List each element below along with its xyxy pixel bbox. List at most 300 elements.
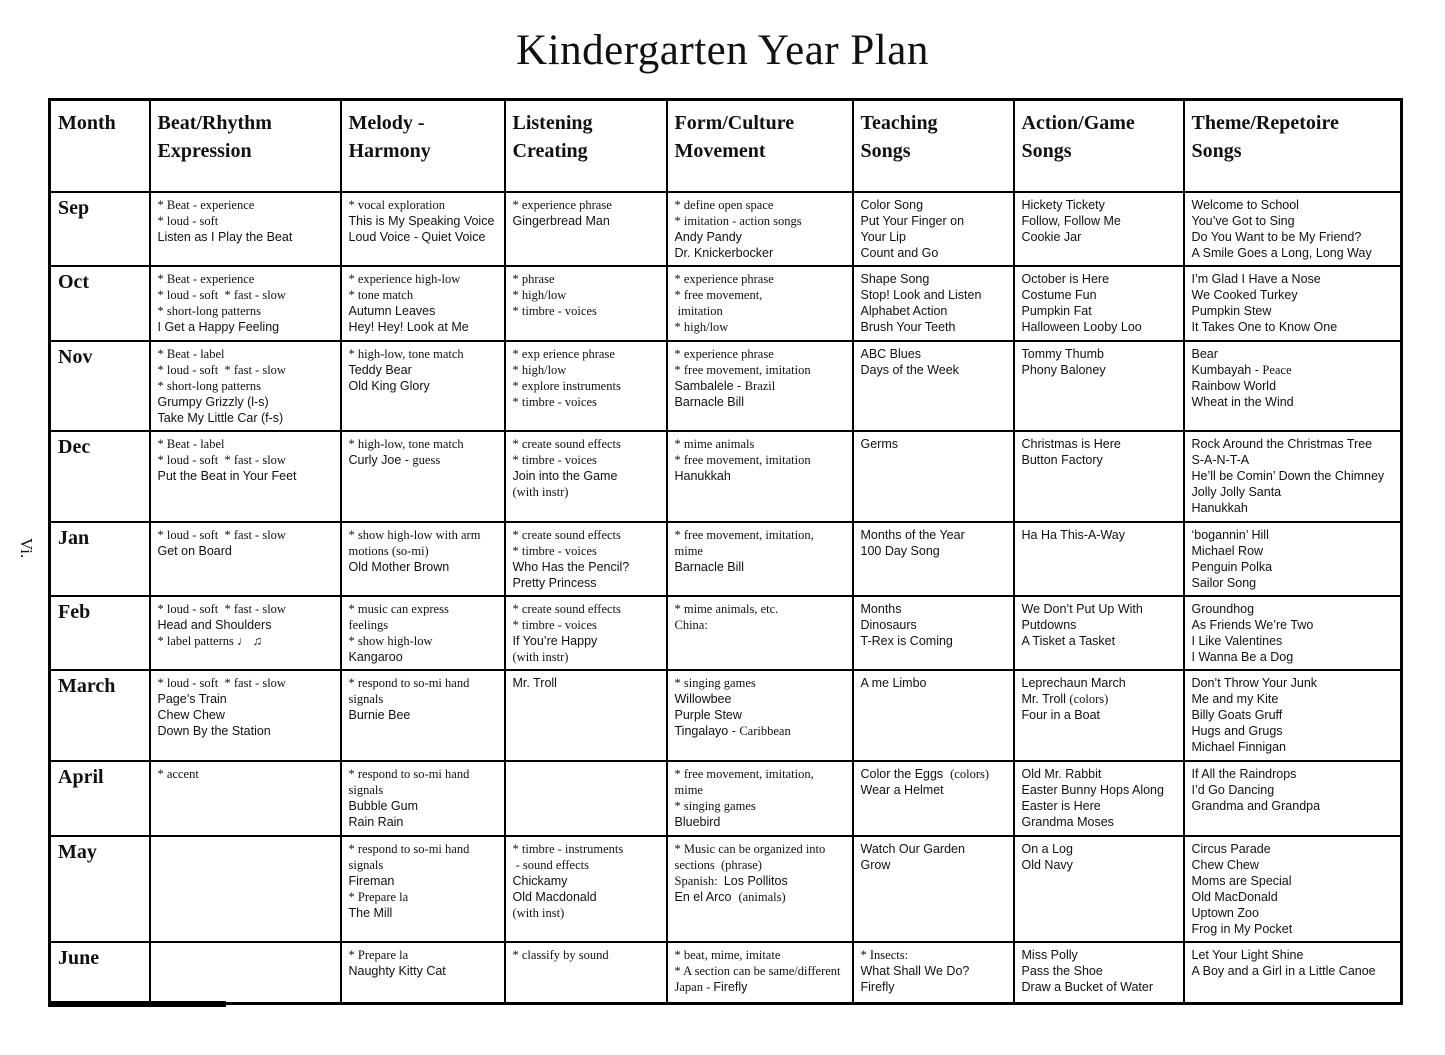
cell-teaching — [853, 522, 1014, 596]
cell-line — [1192, 303, 1394, 319]
cell-line — [675, 213, 845, 229]
cell-line — [158, 766, 333, 782]
song-title-text: S-A-N-T-A — [1191, 452, 1250, 467]
concept-text: Japan - — [674, 979, 714, 994]
song-title-text: Old Mr. Rabbit — [1021, 766, 1102, 781]
song-title-text: Don’t Throw Your Junk — [1191, 675, 1318, 690]
cell-listening — [505, 596, 667, 670]
cell-line — [675, 814, 845, 830]
cell-theme — [1184, 522, 1402, 596]
concept-text: (colors) — [1069, 691, 1109, 706]
concept-text: * Prepare la — [348, 889, 409, 904]
month-cell: May — [50, 836, 150, 942]
cell-line — [675, 617, 845, 633]
cell-line — [675, 873, 845, 889]
cell-line — [349, 649, 497, 665]
cell-line — [675, 436, 845, 452]
cell-line — [158, 229, 333, 245]
concept-text: * respond to so-mi hand — [348, 675, 470, 690]
cell-line — [861, 436, 1006, 452]
concept-text: signals — [348, 782, 384, 797]
cell-line — [675, 197, 845, 213]
cell-teaching — [853, 192, 1014, 266]
cell-line — [861, 979, 1006, 995]
song-title-text: Loud Voice - Quiet Voice — [348, 229, 486, 244]
cell-line — [675, 543, 845, 559]
cell-line — [1192, 559, 1394, 575]
cell-form — [667, 596, 853, 670]
song-title-text: Tingalayo - — [674, 723, 740, 738]
song-title-text: Chew Chew — [157, 707, 225, 722]
concept-text: signals — [348, 857, 384, 872]
cell-line — [1022, 798, 1176, 814]
cell-line — [1022, 271, 1176, 287]
cell-line — [1192, 543, 1394, 559]
concept-text: China: — [674, 617, 708, 632]
cell-line — [675, 857, 845, 873]
concept-text: * respond to so-mi hand — [348, 766, 470, 781]
cell-line — [1192, 691, 1394, 707]
cell-action — [1014, 670, 1184, 761]
table-row-sep — [50, 192, 1402, 266]
column-header-4 — [667, 100, 853, 192]
cell-line — [513, 452, 659, 468]
cell-line — [675, 707, 845, 723]
song-title-text: ABC Blues — [860, 346, 921, 361]
column-header-line: Movement — [674, 140, 766, 162]
song-title-text: Kumbayah - — [1191, 362, 1263, 377]
song-title-text: A Boy and a Girl in a Little Canoe — [1191, 963, 1376, 978]
cell-line — [513, 346, 659, 362]
cell-line — [1192, 346, 1394, 362]
cell-line — [1192, 921, 1394, 937]
cell-line — [675, 271, 845, 287]
concept-text: * define open space — [674, 197, 774, 212]
cell-line — [158, 346, 333, 362]
concept-text: * tone match — [348, 287, 414, 302]
cell-line — [513, 271, 659, 287]
concept-text: * timbre - voices — [512, 394, 597, 409]
cell-action — [1014, 266, 1184, 341]
cell-line — [158, 633, 333, 649]
song-title-text: A Tisket a Tasket — [1021, 633, 1116, 648]
song-title-text: As Friends We’re Two — [1191, 617, 1314, 632]
cell-line — [349, 782, 497, 798]
cell-melody — [341, 596, 505, 670]
song-title-text: Grow — [860, 857, 891, 872]
song-title-text: Grumpy Grizzly (l-s) — [157, 394, 269, 409]
song-title-text: Old Navy — [1021, 857, 1073, 872]
song-title-text: What Shall We Do? — [860, 963, 970, 978]
cell-line — [675, 798, 845, 814]
cell-line — [675, 452, 845, 468]
cell-line — [861, 675, 1006, 691]
song-title-text: Burnie Bee — [348, 707, 411, 722]
concept-text: Brazil — [744, 378, 776, 393]
concept-text: * experience high-low — [348, 271, 461, 286]
table-row-oct — [50, 266, 1402, 341]
cell-theme — [1184, 341, 1402, 431]
cell-line — [158, 271, 333, 287]
cell-line — [1192, 601, 1394, 617]
cell-line — [1022, 963, 1176, 979]
song-title-text: Rain Rain — [348, 814, 404, 829]
cell-line — [861, 229, 1006, 245]
cell-line — [349, 633, 497, 649]
concept-text: * high/low — [674, 319, 729, 334]
song-title-text: I Wanna Be a Dog — [1191, 649, 1294, 664]
song-title-text: Who Has the Pencil? — [512, 559, 630, 574]
cell-line — [675, 766, 845, 782]
cell-line — [861, 601, 1006, 617]
cell-line — [1022, 197, 1176, 213]
cell-line — [349, 947, 497, 963]
page-title: Kindergarten Year Plan — [516, 27, 929, 74]
cell-line — [513, 394, 659, 410]
cell-line — [158, 303, 333, 319]
cell-line — [1192, 362, 1394, 378]
song-title-text: Phony Baloney — [1021, 362, 1106, 377]
cell-listening — [505, 761, 667, 836]
cell-line — [1192, 889, 1394, 905]
cell-line — [513, 527, 659, 543]
cell-line — [1192, 245, 1394, 261]
cell-line — [861, 841, 1006, 857]
cell-line — [1192, 452, 1394, 468]
cell-line — [513, 575, 659, 591]
concept-text: * free movement, — [674, 287, 763, 302]
cell-line — [675, 527, 845, 543]
cell-line — [349, 436, 497, 452]
song-title-text: Fireman — [348, 873, 395, 888]
song-title-text: Bubble Gum — [348, 798, 418, 813]
cell-action — [1014, 522, 1184, 596]
column-header-line: Month — [58, 112, 116, 134]
table-row-nov — [50, 341, 1402, 431]
cell-line — [513, 841, 659, 857]
cell-theme — [1184, 192, 1402, 266]
song-title-text: Draw a Bucket of Water — [1021, 979, 1154, 994]
table-row-dec — [50, 431, 1402, 522]
cell-line — [861, 633, 1006, 649]
cell-listening — [505, 341, 667, 431]
cell-line — [513, 905, 659, 921]
concept-text: * timbre - instruments — [512, 841, 624, 856]
cell-line — [675, 723, 845, 739]
concept-text: * Beat - experience — [157, 271, 255, 286]
concept-text: * high/low — [512, 287, 567, 302]
cell-action — [1014, 836, 1184, 942]
cell-line — [158, 468, 333, 484]
song-title-text: If All the Raindrops — [1191, 766, 1297, 781]
cell-line — [158, 617, 333, 633]
month-cell: Feb — [50, 596, 150, 670]
cell-melody — [341, 522, 505, 596]
table-body — [50, 192, 1402, 1004]
concept-text: * create sound effects — [512, 527, 621, 542]
song-title-text: Billy Goats Gruff — [1191, 707, 1283, 722]
month-cell: Nov — [50, 341, 150, 431]
concept-text: * timbre - voices — [512, 543, 597, 558]
cell-line — [349, 814, 497, 830]
cell-line — [1022, 527, 1176, 543]
song-title-text: I Get a Happy Feeling — [157, 319, 280, 334]
column-header-6 — [1014, 100, 1184, 192]
cell-form — [667, 192, 853, 266]
cell-listening — [505, 836, 667, 942]
cell-line — [861, 303, 1006, 319]
cell-theme — [1184, 836, 1402, 942]
song-title-text: Kangaroo — [348, 649, 403, 664]
concept-text: * create sound effects — [512, 436, 621, 451]
month-cell: April — [50, 761, 150, 836]
cell-line — [675, 378, 845, 394]
cell-beat — [150, 670, 341, 761]
cell-line — [1022, 229, 1176, 245]
cell-line — [675, 979, 845, 995]
cell-action — [1014, 341, 1184, 431]
cell-line — [513, 675, 659, 691]
concept-text: * loud - soft — [157, 213, 219, 228]
song-title-text: Watch Our Garden — [860, 841, 965, 856]
song-title-text: Hanukkah — [674, 468, 731, 483]
concept-text: * free movement, imitation, — [674, 527, 814, 542]
concept-text: * singing games — [674, 675, 756, 690]
song-title-text: Teddy Bear — [348, 362, 412, 377]
song-title-text: On a Log — [1021, 841, 1073, 856]
concept-text: * A section can be same/different — [674, 963, 841, 978]
cell-line — [1022, 617, 1176, 633]
cell-line — [675, 394, 845, 410]
concept-text: * high-low, tone match — [348, 436, 464, 451]
song-title-text: Follow, Follow Me — [1021, 213, 1121, 228]
concept-text: (animals) — [738, 889, 786, 904]
table-row-may — [50, 836, 1402, 942]
month-cell: Dec — [50, 431, 150, 522]
song-title-text: Bluebird — [674, 814, 721, 829]
song-title-text: Old Mother Brown — [348, 559, 450, 574]
song-title-text: Moms are Special — [1191, 873, 1292, 888]
concept-text: * label patterns ♩ ♫ — [157, 633, 262, 648]
concept-text: * Beat - experience — [157, 197, 255, 212]
cell-line — [349, 303, 497, 319]
cell-line — [1192, 739, 1394, 755]
song-title-text: Put Your Finger on — [860, 213, 965, 228]
song-title-text: Mr. Troll — [1021, 691, 1070, 706]
cell-line — [1192, 287, 1394, 303]
cell-line — [349, 841, 497, 857]
song-title-text: Months — [860, 601, 902, 616]
cell-line — [158, 436, 333, 452]
song-title-text: En el Arco — [674, 889, 739, 904]
column-header-0 — [50, 100, 150, 192]
cell-theme — [1184, 942, 1402, 1004]
song-title-text: Page’s Train — [157, 691, 227, 706]
song-title-text: We Don’t Put Up With — [1021, 601, 1143, 616]
cell-line — [861, 766, 1006, 782]
song-title-text: Grandma Moses — [1021, 814, 1114, 829]
cell-line — [1192, 378, 1394, 394]
song-title-text: This is My Speaking Voice — [348, 213, 495, 228]
cell-line — [1022, 287, 1176, 303]
song-title-text: Months of the Year — [860, 527, 965, 542]
cell-line — [349, 197, 497, 213]
cell-beat — [150, 522, 341, 596]
cell-line — [513, 197, 659, 213]
cell-line — [861, 857, 1006, 873]
cell-melody — [341, 192, 505, 266]
table-row-june — [50, 942, 1402, 1004]
column-header-line: Action/Game — [1021, 112, 1135, 134]
table-row-jan — [50, 522, 1402, 596]
cell-line — [1022, 857, 1176, 873]
concept-text: * timbre - voices — [512, 303, 597, 318]
column-header-2 — [341, 100, 505, 192]
concept-text: * free movement, imitation — [674, 452, 811, 467]
cell-line — [1022, 346, 1176, 362]
cell-line — [349, 857, 497, 873]
side-margin-label: Vi. — [17, 537, 37, 559]
concept-text: Caribbean — [739, 723, 791, 738]
cell-line — [158, 527, 333, 543]
song-title-text: 100 Day Song — [860, 543, 940, 558]
cell-line — [1022, 979, 1176, 995]
song-title-text: Head and Shoulders — [157, 617, 272, 632]
cell-line — [675, 691, 845, 707]
song-title-text: Take My Little Car (f-s) — [157, 410, 284, 425]
song-title-text: Purple Stew — [674, 707, 742, 722]
song-title-text: It Takes One to Know One — [1191, 319, 1338, 334]
song-title-text: Pass the Shoe — [1021, 963, 1103, 978]
cell-line — [861, 346, 1006, 362]
cell-beat — [150, 266, 341, 341]
cell-line — [1022, 841, 1176, 857]
cell-line — [349, 527, 497, 543]
song-title-text: Uptown Zoo — [1191, 905, 1259, 920]
song-title-text: Autumn Leaves — [348, 303, 436, 318]
cell-line — [861, 197, 1006, 213]
concept-text: imitation — [674, 303, 723, 318]
song-title-text: Cookie Jar — [1021, 229, 1082, 244]
column-header-3 — [505, 100, 667, 192]
cell-action — [1014, 431, 1184, 522]
concept-text: sections (phrase) — [674, 857, 762, 872]
song-title-text: Naughty Kitty Cat — [348, 963, 446, 978]
song-title-text: Halloween Looby Loo — [1021, 319, 1142, 334]
song-title-text: Easter is Here — [1021, 798, 1101, 813]
cell-melody — [341, 670, 505, 761]
header-row — [50, 100, 1402, 192]
concept-text: mime — [674, 782, 703, 797]
cell-line — [675, 229, 845, 245]
song-title-text: Easter Bunny Hops Along — [1021, 782, 1164, 797]
song-title-text: Penguin Polka — [1191, 559, 1273, 574]
cell-line — [158, 319, 333, 335]
song-title-text: Hugs and Grugs — [1191, 723, 1283, 738]
cell-line — [513, 947, 659, 963]
cell-line — [158, 707, 333, 723]
cell-melody — [341, 942, 505, 1004]
cell-line — [1022, 436, 1176, 452]
concept-text: * singing games — [674, 798, 756, 813]
song-title-text: Curly Joe - — [348, 452, 413, 467]
concept-text: * short-long patterns — [157, 303, 261, 318]
cell-listening — [505, 522, 667, 596]
cell-line — [861, 947, 1006, 963]
song-title-text: Dr. Knickerbocker — [674, 245, 774, 260]
cell-theme — [1184, 670, 1402, 761]
song-title-text: Firefly — [860, 979, 895, 994]
cell-teaching — [853, 266, 1014, 341]
cell-line — [1192, 436, 1394, 452]
song-title-text: Barnacle Bill — [674, 559, 744, 574]
song-title-text: You’ve Got to Sing — [1191, 213, 1295, 228]
song-title-text: Pretty Princess — [512, 575, 597, 590]
concept-text: * respond to so-mi hand — [348, 841, 470, 856]
song-title-text: Leprechaun March — [1021, 675, 1126, 690]
concept-text: * loud - soft * fast - slow — [157, 527, 286, 542]
cell-line — [1022, 947, 1176, 963]
cell-line — [349, 559, 497, 575]
cell-line — [349, 905, 497, 921]
cell-teaching — [853, 596, 1014, 670]
cell-line — [158, 410, 333, 426]
song-title-text: Color Song — [860, 197, 924, 212]
concept-text: * loud - soft * fast - slow — [157, 675, 286, 690]
song-title-text: A me Limbo — [860, 675, 927, 690]
song-title-text: If You’re Happy — [512, 633, 598, 648]
song-title-text: T-Rex is Coming — [860, 633, 953, 648]
cell-line — [349, 798, 497, 814]
concept-text: guess — [412, 452, 441, 467]
cell-line — [861, 213, 1006, 229]
cell-line — [513, 543, 659, 559]
cell-beat — [150, 761, 341, 836]
cell-melody — [341, 266, 505, 341]
cell-line — [158, 394, 333, 410]
concept-text: * experience phrase — [674, 271, 774, 286]
cell-line — [349, 346, 497, 362]
cell-line — [1192, 229, 1394, 245]
song-title-text: Chew Chew — [1191, 857, 1259, 872]
cell-melody — [341, 761, 505, 836]
table-header-row — [50, 100, 1402, 192]
song-title-text: Four in a Boat — [1021, 707, 1101, 722]
cell-teaching — [853, 341, 1014, 431]
cell-line — [1192, 213, 1394, 229]
cell-teaching — [853, 942, 1014, 1004]
cell-line — [349, 362, 497, 378]
concept-text: * free movement, imitation — [674, 362, 811, 377]
song-title-text: He’ll be Comin’ Down the Chimney — [1191, 468, 1385, 483]
cell-line — [158, 601, 333, 617]
cell-form — [667, 522, 853, 596]
cell-line — [349, 889, 497, 905]
song-title-text: Gingerbread Man — [512, 213, 610, 228]
concept-text: motions (so-mi) — [348, 543, 429, 558]
cell-line — [513, 889, 659, 905]
song-title-text: Down By the Station — [157, 723, 271, 738]
cell-line — [675, 675, 845, 691]
cell-line — [861, 245, 1006, 261]
column-header-line: Songs — [860, 140, 911, 162]
cell-line — [1192, 271, 1394, 287]
concept-text: * show high-low with arm — [348, 527, 481, 542]
cell-line — [349, 229, 497, 245]
song-title-text: Sambalele - — [674, 378, 745, 393]
cell-line — [349, 319, 497, 335]
song-title-text: Hanukkah — [1191, 500, 1248, 515]
